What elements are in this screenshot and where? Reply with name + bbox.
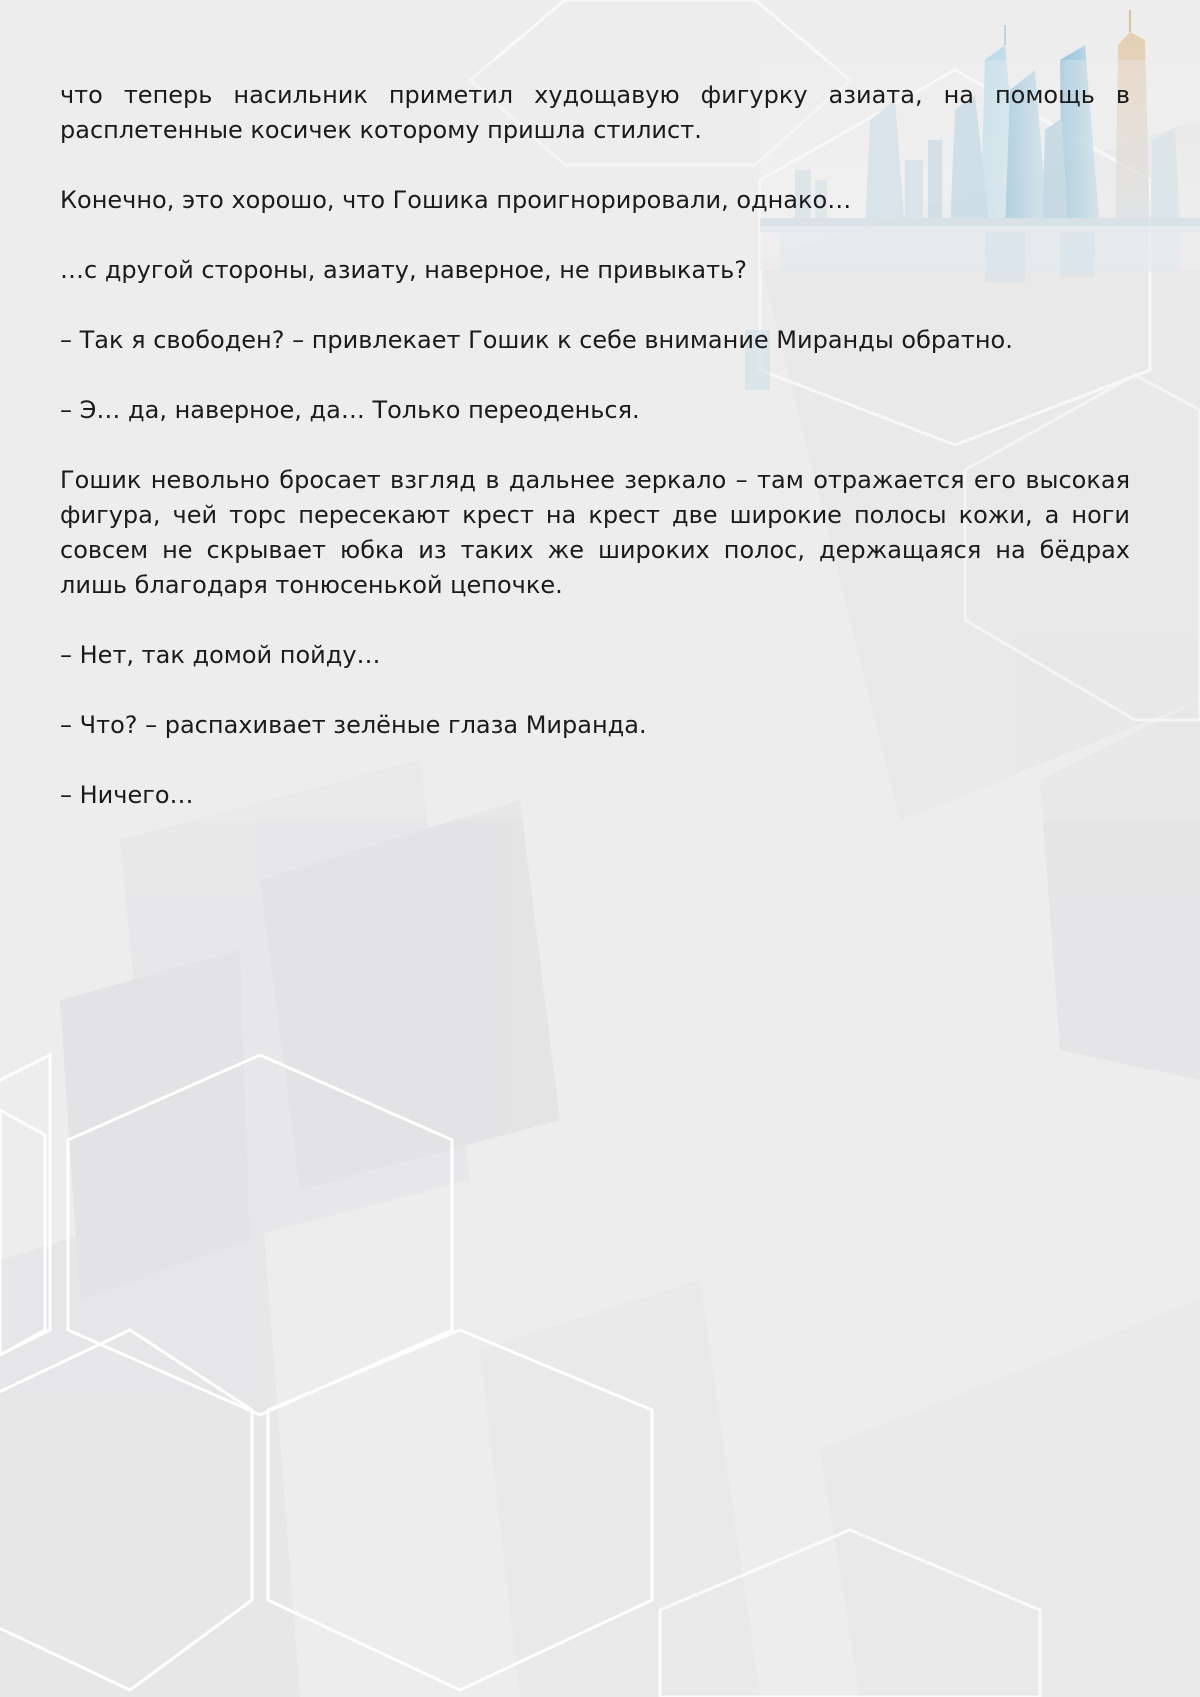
body-text: [60, 78, 1130, 848]
paragraph: что теперь насильник приметил худощавую фигурку азиата, на помощь в расплетенные косичек которому пришла стилист.: [60, 81, 1130, 144]
paragraph: – Э… да, наверное, да… Только переоденься.: [60, 396, 640, 424]
paragraph: Гошик невольно бросает взгляд в дальнее зеркало – там отражается его высокая фигура, чей торс пересекают крест на крест две широкие полосы кожи, а ноги совсем не скрывает юбка из таких же широких полос, держащаяся на бёдрах лишь благодаря тонюсенькой цепочке.: [60, 466, 1130, 599]
paragraph: – Что? – распахивает зелёные глаза Миранда.: [60, 711, 647, 739]
paragraph: – Ничего…: [60, 781, 194, 809]
paragraph: Конечно, это хорошо, что Гошика проигнорировали, однако…: [60, 186, 852, 214]
paragraph: – Так я свободен? – привлекает Гошик к себе внимание Миранды обратно.: [60, 326, 1013, 354]
paragraph: – Нет, так домой пойду…: [60, 641, 381, 669]
paragraph: …с другой стороны, азиату, наверное, не привыкать?: [60, 256, 747, 284]
